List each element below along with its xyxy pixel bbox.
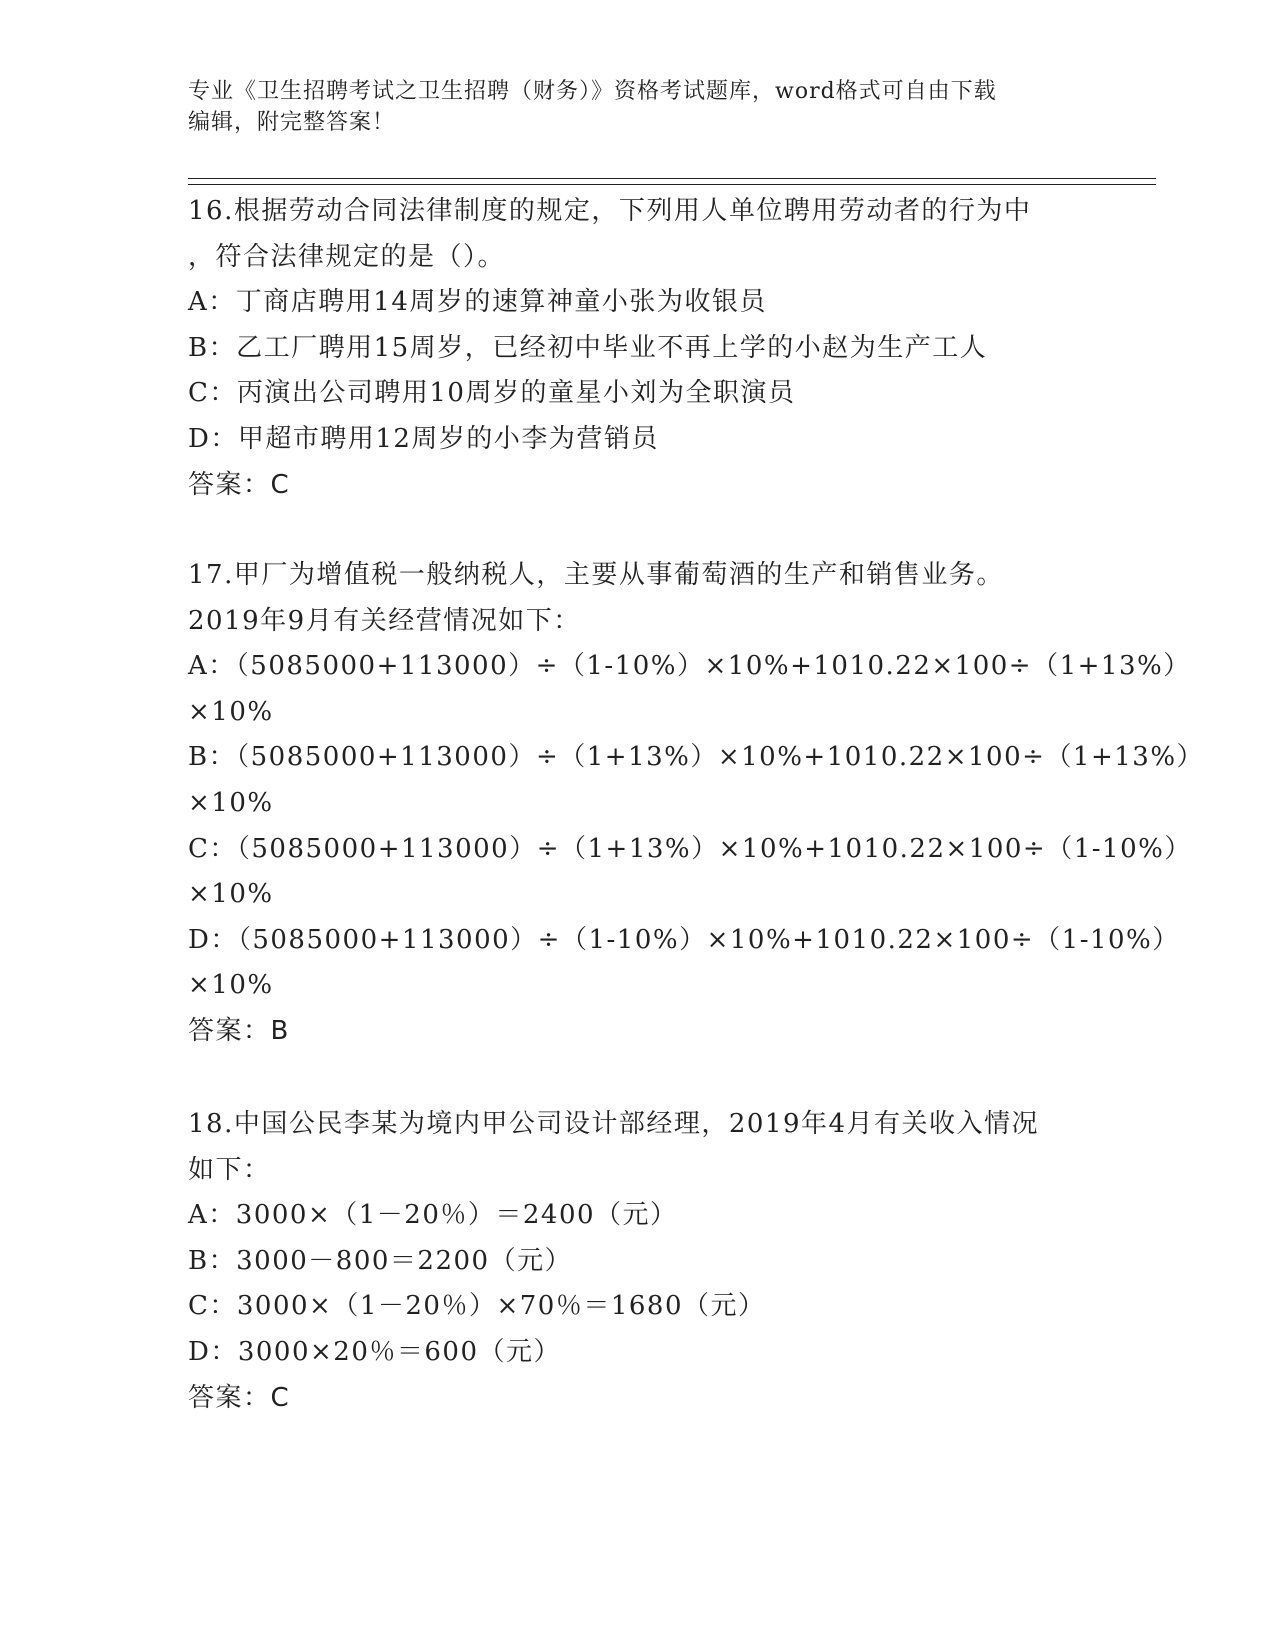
question-16	[188, 189, 1088, 508]
option-c: C：丙演出公司聘用10周岁的童星小刘为全职演员	[188, 378, 796, 409]
option-b: B：乙工厂聘用15周岁，已经初中毕业不再上学的小赵为生产工人	[188, 332, 988, 363]
option-d: D：甲超市聘用12周岁的小李为营销员	[188, 423, 659, 454]
answer-line: 答案：C	[188, 469, 291, 500]
question-stem: 18.中国公民李某为境内甲公司设计部经理，2019年4月有关收入情况	[188, 1109, 1040, 1139]
answer-line: 答案：C	[188, 1382, 291, 1413]
question-stem-continued: 如下：	[188, 1154, 271, 1185]
question-stem-continued: ，符合法律规定的是（）。	[188, 241, 506, 272]
option-a: A：（5085000+113000）÷（1-10%）×10%+1010.22×100÷（1+13%）	[188, 651, 1191, 682]
question-stem: 17.甲厂为增值税一般纳税人，主要从事葡萄酒的生产和销售业务。	[188, 560, 1004, 590]
header-divider-top	[188, 178, 1156, 179]
option-b-continued: ×10%	[188, 787, 274, 818]
option-c: C：（5085000+113000）÷（1+13%）×10%+1010.22×100÷（1-10%）	[188, 833, 1192, 864]
header-line-2: 编辑，附完整答案！	[188, 110, 396, 135]
option-a-continued: ×10%	[188, 696, 274, 727]
question-18	[188, 1102, 1088, 1421]
header-line-1: 专业《卫生招聘考试之卫生招聘（财务）》资格考试题库，word格式可自由下载	[188, 79, 997, 104]
question-stem-continued: 2019年9月有关经营情况如下：	[188, 605, 581, 636]
option-d: D：（5085000+113000）÷（1-10%）×10%+1010.22×100÷（1-10%）	[188, 924, 1180, 955]
option-b: B：（5085000+113000）÷（1+13%）×10%+1010.22×100÷（1+13%）	[188, 742, 1205, 773]
option-c: C：3000×（1－20％）×70％＝1680（元）	[188, 1291, 766, 1322]
question-stem: 16.根据劳动合同法律制度的规定，下列用人单位聘用劳动者的行为中	[188, 196, 1032, 226]
question-17	[188, 553, 1205, 1055]
option-d: D：3000×20％＝600（元）	[188, 1336, 562, 1367]
option-b: B：3000－800＝2200（元）	[188, 1245, 573, 1276]
option-a: A：3000×（1－20％）＝2400（元）	[188, 1200, 678, 1231]
header-divider-bottom	[188, 184, 1156, 185]
option-d-continued: ×10%	[188, 970, 274, 1001]
answer-line: 答案：B	[188, 1015, 290, 1046]
option-a: A：丁商店聘用14周岁的速算神童小张为收银员	[188, 287, 767, 318]
document-header	[188, 76, 1088, 138]
option-c-continued: ×10%	[188, 879, 274, 910]
